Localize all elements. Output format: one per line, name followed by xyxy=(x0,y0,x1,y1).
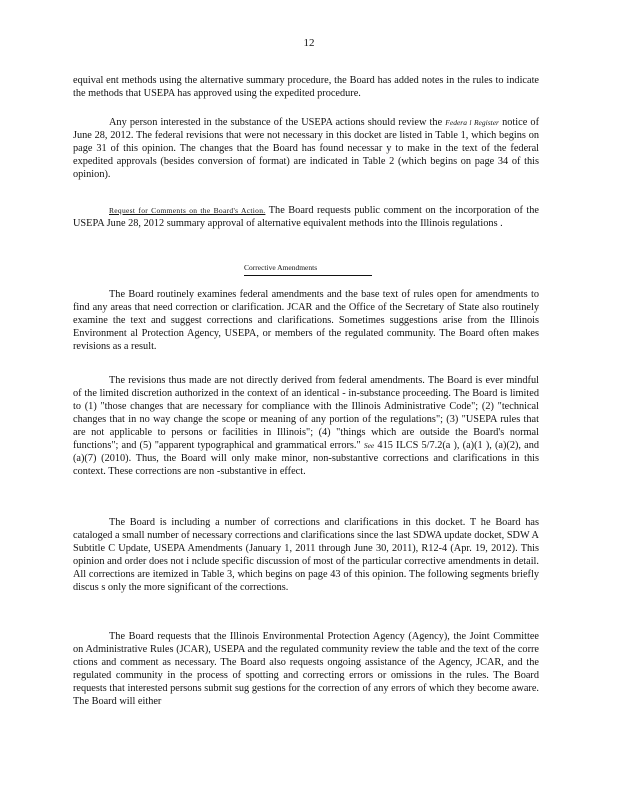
paragraph-text: The Board requests that the Illinois Environmental Protection Agency (Agency), the Joint Committee on Administrative Rules (JCAR), USEPA and the regulated community review the table and the text of the corre ctions and comment as necessary. The Board also requests ongoing assistance of the Agency, JCAR, and the regulated community in the process of spotting and correcting errors or omissions in the rules. The Board requests that interested persons submit sug gestions for the correction of any errors of which they become aware. The Board will either xyxy=(73,631,539,707)
paragraph-interested-persons xyxy=(73,116,539,181)
page-number: 12 xyxy=(303,37,315,49)
see-signal: See xyxy=(363,441,375,450)
run-in-heading: Request for Comments on the Board's Action. xyxy=(109,206,266,215)
paragraph-text: The Board requests public comment on the incorporation of the USEPA June 28, 2012 summary approval of alternative equivalent methods into the Illinois regulations . xyxy=(73,205,539,229)
paragraph-request-review xyxy=(73,630,539,708)
paragraph-text: The Board is including a number of corrections and clarifications in this docket. T he Board has cataloged a small number of necessary corrections and clarifications since the last SDWA update docket, SDW A Subtitle C Update, USEPA Amendments (January 1, 2011 through June 30, 2011), R12-4 (Apr. 19, 2012). This opinion and order does not i nclude specific discussion of most of the particular corrective amendments in detail. All corrections are itemized in Table 3, which begins on page 43 of this opinion. The following segments briefly discus s only the more significant of the corrections. xyxy=(73,517,539,593)
section-heading: Corrective Amendments xyxy=(244,261,372,276)
paragraph-routine-review xyxy=(73,288,539,353)
paragraph-text: 415 ILCS 5/7.2(a ), (a)(1 ), (a)(2), and (a)(7) (2010). Thus, the Board will only make minor, non-substantive corrections and clarifications in this context. These corrections are non -substantive in effect. xyxy=(73,440,539,477)
paragraph-text: The revisions thus made are not directly derived from federal amendments. The Board is ever mindful of the limited discretion authorized in the context of an identical - in-substance proceeding. The Board is limited to (1) "those changes that are necessary for compliance with the Illinois Administrative Code"; (2) "technical changes that in no way change the scope or meaning of any portion of the regulations"; (3) "USEPA rules that are not applicable to persons or facilities in Illinois"; (4) "things which are outside the Board's normal functions"; and (5) "apparent typographical and grammatical errors." xyxy=(73,375,539,451)
paragraph-equivalent-methods: equival ent methods using the alternative summary procedure, the Board has added notes in the rules to indicate the methods that USEPA has approved using the expedited procedure. xyxy=(73,75,539,99)
paragraph-text: The Board routinely examines federal amendments and the base text of rules open for amendments to find any areas that need correction or clarification. JCAR and the Office of the Secretary of State also routinely examine the text and suggest corrections and clarifications. Sometimes suggestions arise from the Illinois Environment al Protection Agency, USEPA, or members of the regulated community. The Board often makes revisions as a result. xyxy=(73,289,539,352)
paragraph-text: notice of June 28, 2012. The federal revisions that were not necessary in this docket are listed in Table 1, which begins on page 31 of this opinion. The changes that the Board has found necessar y to make in the text of the federal expedited approvals (besides conversion of format) are indicated in Table 2 (which begins on page 34 of this opinion). xyxy=(73,117,539,180)
paragraph-request-for-comments xyxy=(73,204,539,230)
paragraph-text: Any person interested in the substance of the USEPA actions should review the xyxy=(109,117,443,128)
paragraph-corrections-included xyxy=(73,516,539,594)
paragraph-limited-discretion xyxy=(73,374,539,478)
federal-register-citation: Federa l Register xyxy=(445,118,499,127)
